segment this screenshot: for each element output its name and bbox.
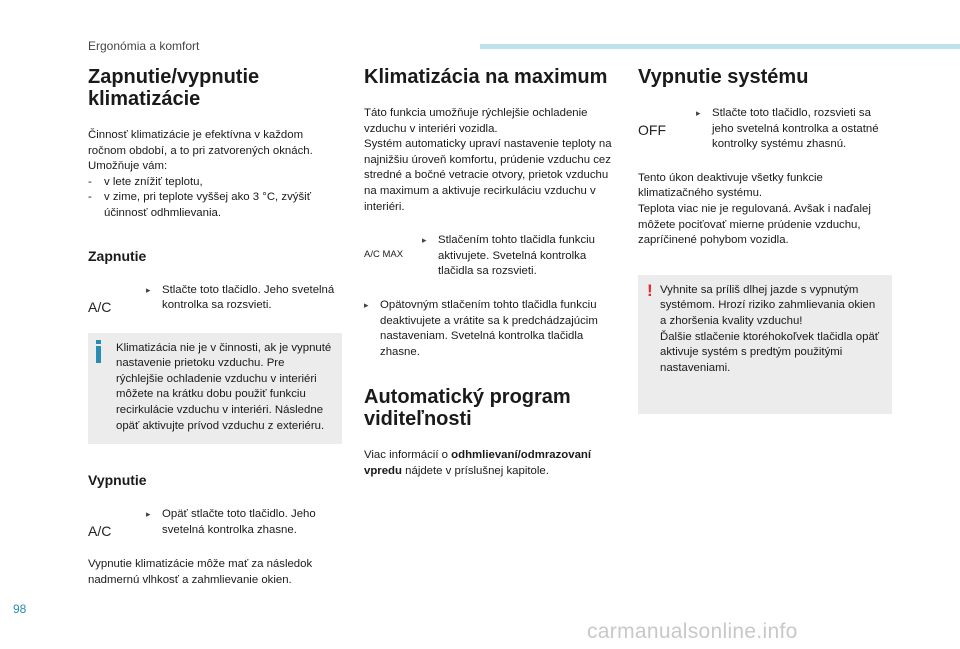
ac-intro: Činnosť klimatizácie je efektívna v každom ročnom období, a to pri zatvorených oknách. [88, 129, 313, 157]
ac-on-text: ▸ Stlačte toto tlačidlo. Jeho svetelná kontrolka sa rozsvieti. [146, 283, 342, 314]
auto-visibility-text: Viac informácií o odhmlievaní/odmrazovaní vpredu nájdete v príslušnej kapitole. [364, 449, 592, 477]
ac-max-row [364, 233, 618, 280]
info-icon [96, 340, 101, 362]
defrost-link-text: odhmlievaní/odmrazovaní vpredu [364, 449, 592, 477]
auto-visibility-title: Automatický program viditeľnosti [364, 386, 571, 431]
list-item: - v lete znížiť teplotu, [88, 175, 342, 191]
section-header: Ergonómia a komfort [88, 39, 200, 53]
ac-max-again-text: ▸ Opätovným stlačením tohto tlačidla funkciu deaktivujete a vrátite sa k predchádzajúcim nastaveniam. Svetelná kontrolka tlačidla zhasne. [364, 298, 618, 360]
ac-allows: Umožňuje vám: [88, 160, 168, 173]
ac-max-intro1: Táto funkcia umožňuje rýchlejšie ochladenie vzduchu v interiéri vozidla. [364, 107, 588, 135]
column-ac-on-off [88, 66, 342, 588]
ac-off-note: Vypnutie klimatizácie môže mať za následok nadmernú vlhkosť a zahmlievanie okien. [88, 558, 313, 586]
warning-text1: Vyhnite sa príliš dlhej jazde s vypnutým systémom. Hrozí riziko zahmlievania okien a zhoršenia kvality vzduchu! [660, 283, 876, 327]
warning-icon: ! [647, 280, 653, 300]
system-off-text2: Teplota viac nie je regulovaná. Avšak i naďalej môžete pociťovať mierne prúdenie vzduchu, zapríčinené pohybom vozidla. [638, 202, 871, 247]
ac-info-box [88, 333, 342, 445]
warning-text2: Ďalšie stlačenie ktoréhokoľvek tlačidla opäť aktivuje systém s predtým použitými nastaveniami. [660, 330, 880, 374]
ac-on-heading: Zapnutie [88, 247, 147, 264]
ac-max-title: Klimatizácia na maximum [364, 66, 608, 88]
ac-info-text: Klimatizácia nie je v činnosti, ak je vypnuté nastavenie prietoku vzduchu. Pre rýchlejšie ochladenie vzduchu v interiéri môžete na krátku dobu použiť funkciu recirkulácie vzduchu v interiéri. Následne opäť aktivujte prívod vzduchu z exteriéru. [116, 341, 332, 432]
ac-off-text: ▸ Opäť stlačte toto tlačidlo. Jeho svetelná kontrolka zhasne. [146, 507, 342, 538]
ac-max-intro2: Systém automaticky upraví nastavenie teploty na najnižšiu úroveň komfortu, prúdenie vzduchu cez stredné a bočné vetracie otvory, prietok vzduchu na maximum a aktivuje recirkuláciu vzduchu v interiéri. [364, 138, 612, 213]
ac-button-icon: A/C [88, 523, 112, 540]
ac-off-row [88, 507, 342, 539]
ac-on-row [88, 283, 342, 315]
page-number: 98 [13, 602, 27, 616]
column-system-off [638, 66, 892, 414]
off-text: ▸ Stlačte toto tlačidlo, rozsvieti sa jeho svetelná kontrolka a ostatné kontrolky systému zhasnú. [696, 106, 892, 153]
list-item: - v zime, pri teplote vyššej ako 3 °C, zvýšiť účinnosť odhmlievania. [88, 190, 342, 221]
warning-box [638, 275, 892, 415]
system-off-title: Vypnutie systému [638, 66, 809, 88]
ac-button-icon: A/C [88, 298, 112, 315]
ac-benefit-list [88, 175, 342, 222]
off-button-icon: OFF [638, 122, 666, 138]
ac-off-heading: Vypnutie [88, 472, 147, 489]
watermark: carmanualsonline.info [587, 620, 798, 643]
column-ac-max [364, 66, 618, 480]
off-row [638, 106, 892, 153]
ac-max-text: ▸ Stlačením tohto tlačidla funkciu aktivujete. Svetelná kontrolka tlačidla sa rozsvieti. [422, 233, 618, 280]
ac-title: Zapnutie/vypnutie klimatizácie [88, 66, 260, 110]
system-off-text1: Tento úkon deaktivuje všetky funkcie klimatizačného systému. [638, 171, 823, 200]
ac-max-button-icon: A/C MAX [364, 249, 404, 261]
header-bar [480, 44, 960, 49]
